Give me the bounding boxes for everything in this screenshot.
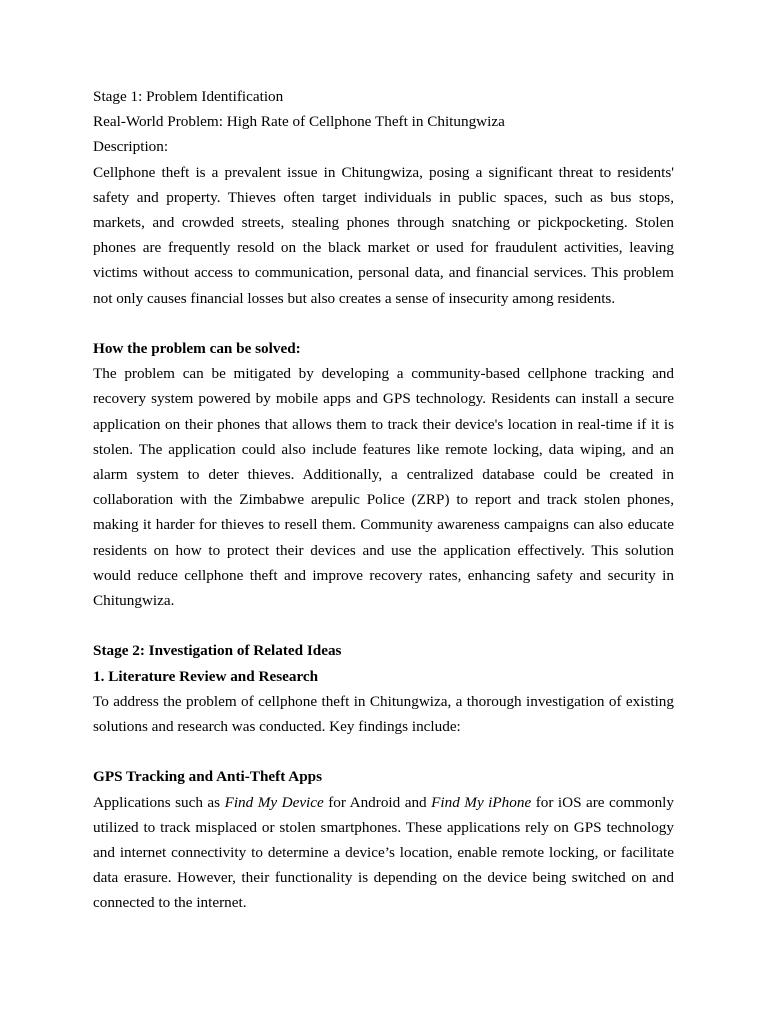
gps-text-segment: Applications such as bbox=[93, 793, 225, 811]
stage2-heading: Stage 2: Investigation of Related Ideas bbox=[93, 642, 342, 660]
description-label: Description: bbox=[93, 138, 169, 156]
gps-apps-paragraph bbox=[93, 790, 674, 916]
gps-apps-heading: GPS Tracking and Anti-Theft Apps bbox=[93, 768, 322, 786]
document-page bbox=[93, 84, 674, 916]
spacer bbox=[93, 739, 674, 764]
solution-paragraph: The problem can be mitigated by developing a community-based cellphone tracking and recovery system powered by mobile apps and GPS technology. Residents can install a secure application on their phones that allows them to track their device's location in real-time if it is stolen. The application could also include features like remote locking, data wiping, and an alarm system to deter thieves. Additionally, a centralized database could be created in collaboration with the Zimbabwe arepulic Police (ZRP) to report and track stolen phones, making it harder for thieves to resell them. Community awareness campaigns can also educate residents on how to protect their devices and use the application effectively. This solution would reduce cellphone theft and improve recovery rates, enhancing safety and security in Chitungwiza. bbox=[93, 365, 674, 610]
spacer bbox=[93, 311, 674, 336]
find-my-device-app-name: Find My Device bbox=[224, 793, 324, 811]
stage1-heading: Stage 1: Problem Identification bbox=[93, 88, 284, 105]
literature-review-heading: 1. Literature Review and Research bbox=[93, 667, 319, 685]
problem-statement: Real-World Problem: High Rate of Cellphone Theft in Chitungwiza bbox=[93, 113, 505, 131]
gps-text-segment: for iOS are commonly utilized to track misplaced or stolen smartphones. These applications rely on GPS technology and internet connectivity to determine a device’s location, enable remote locking, or facilitate data erasure. However, their functionality is depending on the device being switched on and connected to the internet. bbox=[93, 793, 674, 912]
gps-text-segment: for Android and bbox=[323, 793, 432, 811]
spacer bbox=[93, 613, 674, 638]
investigation-intro-paragraph: To address the problem of cellphone theft in Chitungwiza, a thorough investigation of existing solutions and research was conducted. Key findings include: bbox=[93, 692, 674, 736]
find-my-iphone-app-name: Find My iPhone bbox=[431, 793, 532, 811]
solution-heading: How the problem can be solved: bbox=[93, 340, 301, 358]
description-paragraph: Cellphone theft is a prevalent issue in Chitungwiza, posing a significant threat to residents' safety and property. Thieves often target individuals in public spaces, such as bus stops, markets, and crowded streets, stealing phones through snatching or pickpocketing. Stolen phones are frequently resold on the black market or used for fraudulent activities, leaving victims without access to communication, personal data, and financial services. This problem not only causes financial losses but also creates a sense of insecurity among residents. bbox=[93, 163, 674, 307]
